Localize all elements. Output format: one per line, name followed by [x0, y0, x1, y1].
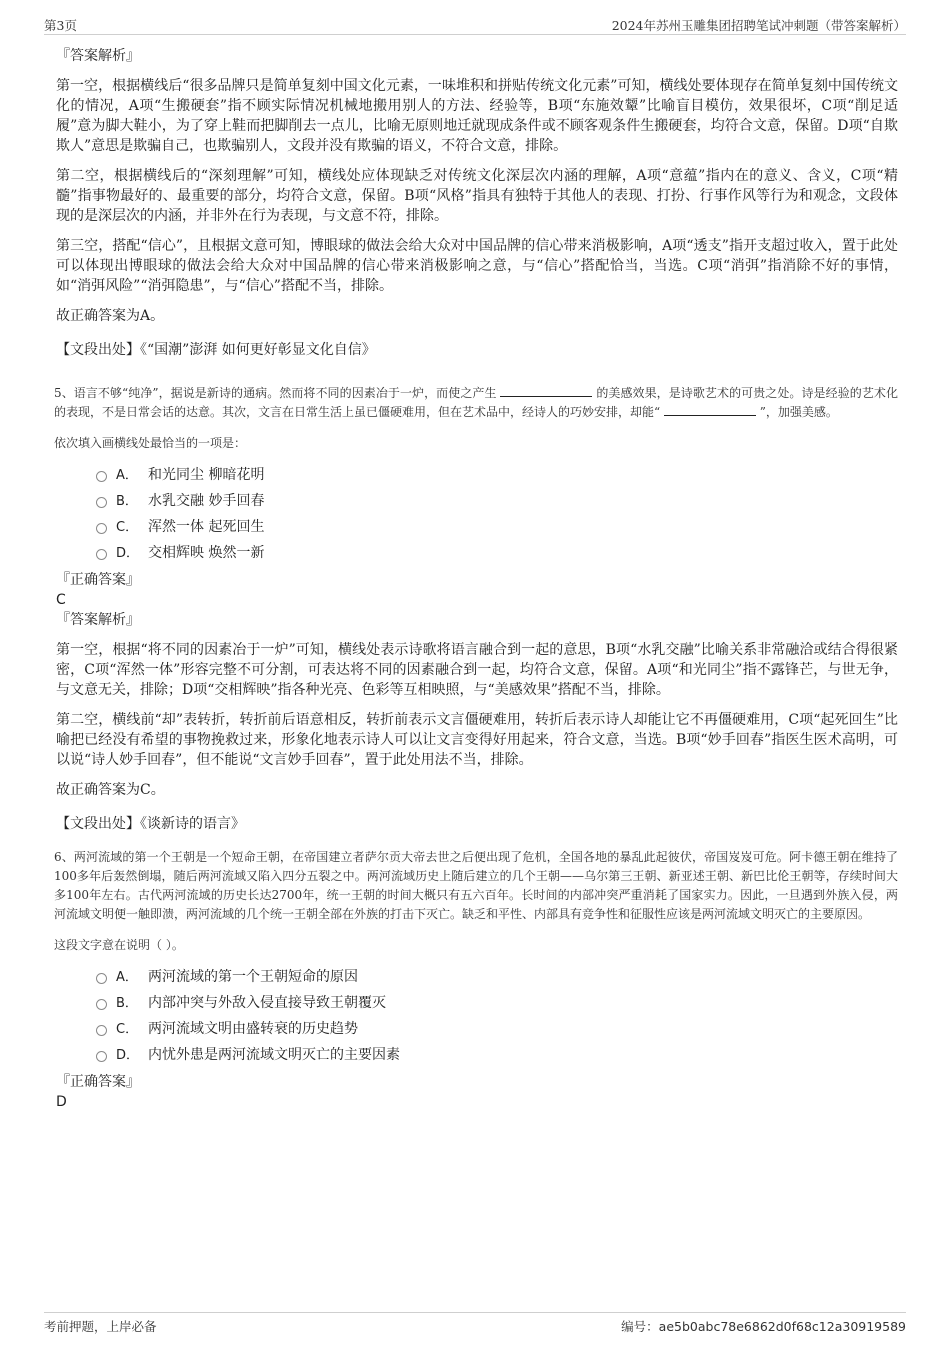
radio-icon[interactable] — [96, 549, 107, 560]
option-key: B． — [116, 996, 138, 1011]
option-key: A． — [116, 468, 138, 483]
radio-icon[interactable] — [96, 973, 107, 984]
option-text: 两河流域文明由盛转衰的历史趋势 — [148, 1021, 358, 1037]
option-d[interactable] — [96, 540, 898, 566]
radio-icon[interactable] — [96, 1025, 107, 1036]
answer-tag: 『正确答案』 — [56, 572, 140, 588]
option-a[interactable] — [96, 462, 898, 488]
radio-icon[interactable] — [96, 497, 107, 508]
radio-icon[interactable] — [96, 523, 107, 534]
radio-icon[interactable] — [96, 471, 107, 482]
code-label: 编号： — [621, 1319, 659, 1334]
option-key: C． — [116, 1022, 139, 1037]
option-b[interactable] — [96, 488, 898, 514]
page-footer — [44, 1312, 906, 1338]
option-c[interactable] — [96, 1016, 898, 1042]
question-5-options — [96, 462, 898, 566]
analysis-paragraph: 第二空，横线前“却”表转折，转折前后语意相反，转折前表示文言僵硬难用，转折后表示诗人却能让它不再僵硬难用，C项“起死回生”比喻把已经没有希望的事物挽救过来，形象化地表示诗人可以让文言变得好用起来，符合文意，当选。B项“妙手回春”指医生医术高明，可以说“诗人妙手回春”，但不能说“文言妙手回春”，置于此处用法不当，排除。 — [56, 712, 898, 768]
option-text: 浑然一体 起死回生 — [148, 519, 265, 535]
option-key: D． — [116, 1048, 140, 1063]
fill-blank — [664, 403, 756, 416]
answer-tag: 『正确答案』 — [56, 1074, 140, 1090]
source-citation: 【文段出处】《“国潮”澎湃 如何更好彰显文化自信》 — [56, 342, 376, 358]
question-6-options — [96, 964, 898, 1068]
question-5-stem — [54, 384, 898, 422]
analysis-conclusion: 故正确答案为C。 — [56, 782, 165, 798]
analysis-paragraph: 第三空，搭配“信心”，且根据文意可知，博眼球的做法会给大众对中国品牌的信心带来消极影响，A项“透支”指开支超过收入，置于此处可以体现出博眼球的做法会给大众对中国品牌的信心带来消极影响之意，与“信心”搭配恰当，当选。C项“消弭”指消除不好的事情，如“消弭风险”“消弭隐患”，与“信心”搭配不当，排除。 — [56, 238, 898, 294]
option-c[interactable] — [96, 514, 898, 540]
question-5-prompt: 依次填入画横线处最恰当的一项是： — [54, 436, 247, 450]
option-text: 两河流域的第一个王朝短命的原因 — [148, 969, 358, 985]
option-text: 水乳交融 妙手回春 — [148, 493, 265, 509]
stem-text: 的美感效果，是诗歌艺术的可贵之处。诗是经验的艺术化的表现，不是日常会话的达意。其次，文言在日常生活上虽已僵硬难用，但在艺术品中，经诗人的巧妙安排，却能“ — [54, 386, 898, 419]
radio-icon[interactable] — [96, 1051, 107, 1062]
option-b[interactable] — [96, 990, 898, 1016]
code-value: ae5b0abc78e6862d0f68c12a30919589 — [658, 1319, 906, 1334]
page-header — [44, 16, 906, 35]
option-text: 交相辉映 焕然一新 — [148, 545, 265, 561]
option-text: 内部冲突与外敌入侵直接导致王朝覆灭 — [148, 995, 386, 1011]
fill-blank — [500, 384, 592, 397]
page-content — [56, 46, 898, 1112]
page-number: 第3页 — [44, 18, 77, 33]
document-code — [621, 1317, 906, 1335]
question-6-prompt: 这段文字意在说明（ ）。 — [54, 938, 184, 952]
correct-answer: D — [56, 1094, 67, 1110]
stem-text: ”，加强美感。 — [759, 405, 838, 419]
analysis-paragraph: 第一空，根据“将不同的因素冶于一炉”可知，横线处表示诗歌将语言融合到一起的意思，B项“水乳交融”比喻关系非常融洽或结合得很紧密，C项“浑然一体”形容完整不可分割，可表达将不同的因素融合到一起，均符合文意，保留。A项“和光同尘”指不露锋芒，与世无争，与文意无关，排除；D项“交相辉映”指各种光亮、色彩等互相映照，与“美感效果”搭配不当，排除。 — [56, 642, 898, 698]
source-citation: 【文段出处】《谈新诗的语言》 — [56, 816, 245, 832]
analysis-conclusion: 故正确答案为A。 — [56, 308, 165, 324]
option-key: B． — [116, 494, 138, 509]
option-text: 和光同尘 柳暗花明 — [148, 467, 265, 483]
document-title: 2024年苏州玉雕集团招聘笔试冲刺题（带答案解析） — [611, 18, 906, 33]
option-a[interactable] — [96, 964, 898, 990]
radio-icon[interactable] — [96, 999, 107, 1010]
footer-slogan: 考前押题，上岸必备 — [44, 1319, 157, 1334]
correct-answer: C — [56, 592, 66, 608]
option-key: D． — [116, 546, 140, 561]
analysis-paragraph: 第一空，根据横线后“很多品牌只是简单复刻中国文化元素，一味堆积和拼贴传统文化元素”可知，横线处要体现存在简单复刻中国传统文化的情况，A项“生搬硬套”指不顾实际情况机械地搬用别人的方法、经验等，B项“东施效颦”比喻盲目模仿，效果很坏，C项“削足适履”意为脚大鞋小，为了穿上鞋而把脚削去一点儿，比喻无原则地迁就现成条件或不顾客观条件生搬硬套，均符合文意，保留。D项“自欺欺人”意思是欺骗自己，也欺骗别人，文段并没有欺骗的语义，不符合文意，排除。 — [56, 78, 898, 154]
analysis-paragraph: 第二空，根据横线后的“深刻理解”可知，横线处应体现缺乏对传统文化深层次内涵的理解，A项“意蕴”指内在的意义、含义，C项“精髓”指事物最好的、最重要的部分，均符合文意，保留。B项“风格”指具有独特于其他人的表现、打扮、行事作风等行为和观念，文段体现的是深层次的内涵，并非外在行为表现，与文意不符，排除。 — [56, 168, 898, 224]
analysis-tag: 『答案解析』 — [56, 48, 140, 64]
option-d[interactable] — [96, 1042, 898, 1068]
option-text: 内忧外患是两河流域文明灭亡的主要因素 — [148, 1047, 400, 1063]
stem-text: 5、语言不够“纯净”，据说是新诗的通病。然而将不同的因素冶于一炉，而使之产生 — [54, 386, 497, 400]
question-6-stem: 6、两河流域的第一个王朝是一个短命王朝，在帝国建立者萨尔贡大帝去世之后便出现了危机，全国各地的暴乱此起彼伏，帝国岌岌可危。阿卡德王朝在维持了100多年后轰然倒塌，随后两河流域又陷入四分五裂之中。两河流域历史上随后建立的几个王朝——乌尔第三王朝、新亚述王朝、新巴比伦王朝等，存续时间大多100年左右。古代两河流域的历史长达2700年，统一王朝的时间大概只有五六百年。长时间的内部冲突严重消耗了国家实力。因此，一旦遇到外族入侵，两河流域文明便一触即溃，两河流域的几个统一王朝全部在外族的打击下灭亡。缺乏和平性、内部具有竞争性和征服性应该是两河流域文明灭亡的主要原因。 — [54, 850, 898, 921]
option-key: A． — [116, 970, 138, 985]
option-key: C． — [116, 520, 139, 535]
analysis-tag: 『答案解析』 — [56, 612, 140, 628]
